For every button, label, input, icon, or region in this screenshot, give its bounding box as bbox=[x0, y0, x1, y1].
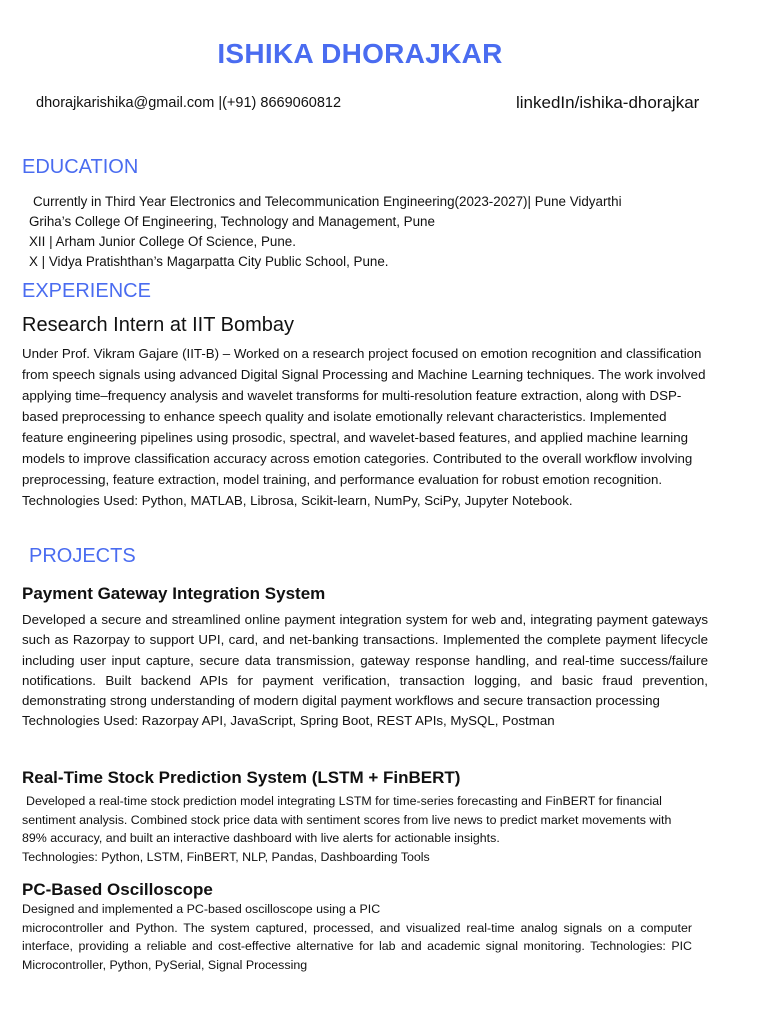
experience-description bbox=[22, 343, 708, 511]
project-description: Developed a real-time stock prediction model integrating LSTM for time-series forecasting and FinBERT for financial sentiment analysis. Combined stock price data with sentiment scores from live news to predict market movements with 89% accuracy, and built an interactive dashboard with live alerts for actionable insights. bbox=[22, 794, 672, 845]
experience-description-text: Under Prof. Vikram Gajare (IIT-B) – Worked on a research project focused on emotion recognition and classification from speech signals using advanced Digital Signal Processing and Machine Learning techniques. The work involved applying time–frequency analysis and wavelet transforms for multi-resolution feature extraction, along with DSP-based preprocessing to enhance speech quality and isolate emotionally relevant characteristics. Implemented feature engineering pipelines using prosodic, spectral, and wavelet-based features, and applied machine learning models to improve classification accuracy across emotion categories. Contributed to the overall workflow involving preprocessing, feature extraction, model training, and performance evaluation for robust emotion recognition. bbox=[22, 346, 706, 487]
experience-technologies: Technologies Used: Python, MATLAB, Librosa, Scikit-learn, NumPy, SciPy, Jupyter Notebook. bbox=[22, 493, 573, 508]
project-description-intro: Designed and implemented a PC-based oscilloscope using a PIC bbox=[22, 902, 381, 916]
education-line-college: Griha’s College Of Engineering, Technology and Management, Pune bbox=[29, 214, 435, 229]
project-technologies: Technologies: Python, LSTM, FinBERT, NLP, Pandas, Dashboarding Tools bbox=[22, 849, 430, 864]
experience-heading: EXPERIENCE bbox=[22, 280, 151, 302]
linkedin-link[interactable]: linkedIn/ishika-dhorajkar bbox=[516, 93, 700, 112]
projects-heading: PROJECTS bbox=[29, 545, 136, 567]
education-line-degree: Currently in Third Year Electronics and Telecommunication Engineering(2023-2027)| Pune Vidyarthi bbox=[33, 194, 622, 209]
education-line-xii: XII | Arham Junior College Of Science, Pune. bbox=[29, 234, 296, 249]
education-line-x: X | Vidya Pratishthan’s Magarpatta City Public School, Pune. bbox=[29, 254, 389, 269]
project-description: microcontroller and Python. The system captured, processed, and visualized real-time analog signals on a computer interface, providing a reliable and cost-effective alternative for lab and academic signal monitoring. Technologies: PIC Microcontroller, Python, PySerial, Signal Processing bbox=[22, 920, 692, 972]
project-title-payment-gateway: Payment Gateway Integration System bbox=[22, 584, 326, 603]
project-title-oscilloscope: PC-Based Oscilloscope bbox=[22, 880, 213, 899]
job-title: Research Intern at IIT Bombay bbox=[22, 314, 294, 336]
candidate-name: ISHIKA DHORAJKAR bbox=[217, 38, 503, 69]
project-title-stock-prediction: Real-Time Stock Prediction System (LSTM + FinBERT) bbox=[22, 768, 461, 787]
education-heading: EDUCATION bbox=[22, 156, 139, 178]
contact-info: dhorajkarishika@gmail.com |(+91) 8669060812 bbox=[36, 95, 342, 111]
project-technologies: Technologies Used: Razorpay API, JavaScript, Spring Boot, REST APIs, MySQL, Postman bbox=[22, 713, 555, 729]
project-stock-prediction bbox=[22, 792, 692, 866]
project-oscilloscope bbox=[22, 900, 692, 974]
project-payment-gateway bbox=[22, 610, 708, 732]
project-description: Developed a secure and streamlined online payment integration system for web and, integrating payment gateways such as Razorpay to support UPI, card, and net-banking transactions. Implemented the complete payment lifecycle including user input capture, secure data transmission, gateway response handling, and real-time success/failure notifications. Built backend APIs for payment verification, transaction logging, and basic fraud prevention, demonstrating strong understanding of modern digital payment workflows and secure transaction processing bbox=[22, 612, 708, 709]
